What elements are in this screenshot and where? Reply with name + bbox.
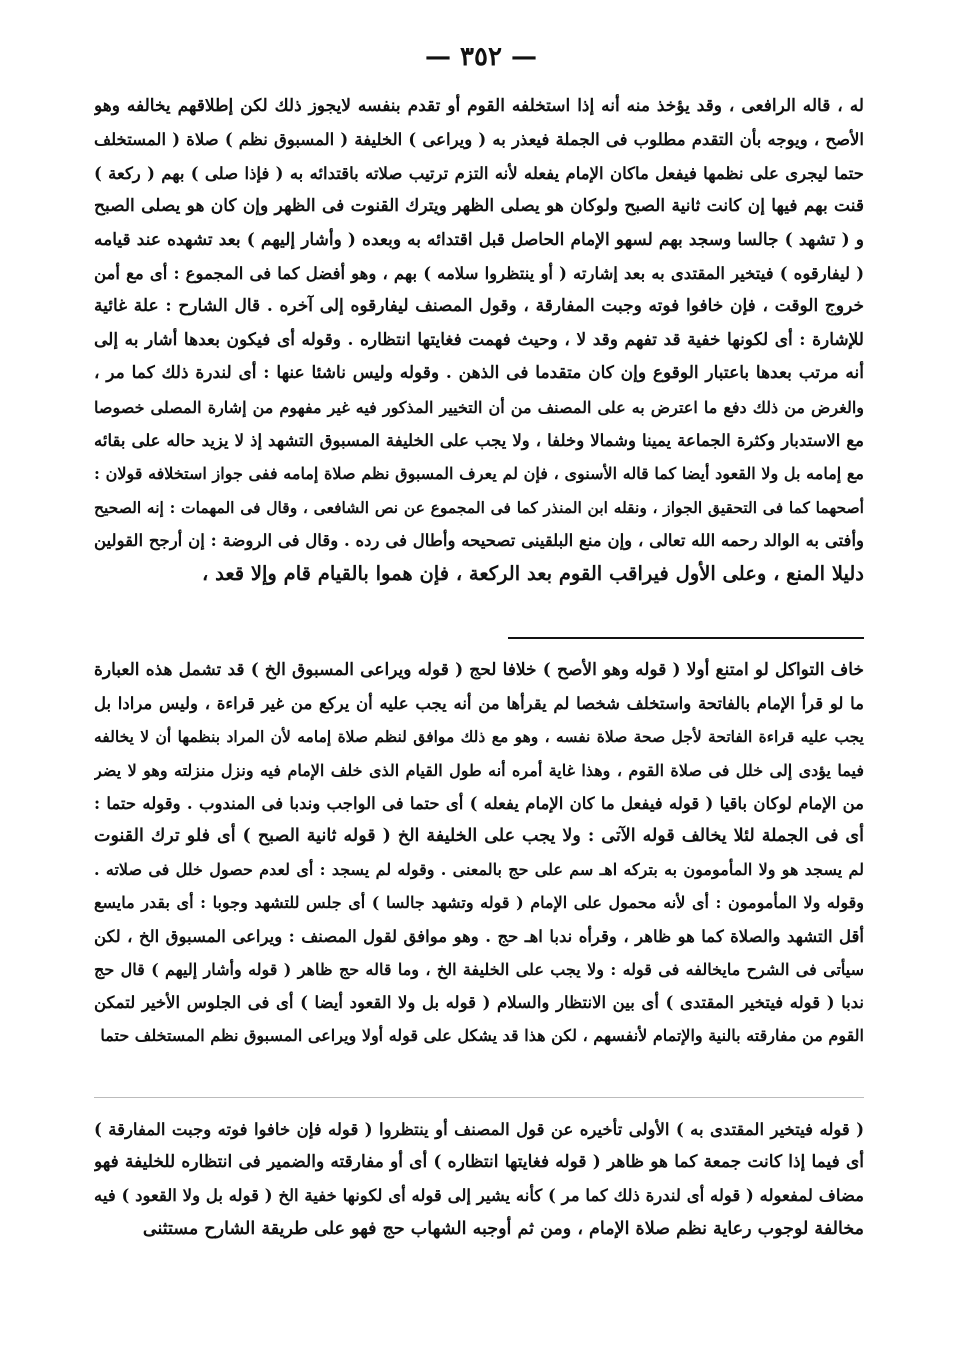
- page-number: — ٣٥٢ —: [424, 42, 538, 72]
- text-line: و ( تشهد ) جالسا وسجد بهم لسهو الإمام الحاصل قبل اقتدائه به وبعده ( وأشار إليهم ) بعد تشهده عند قيامه: [94, 229, 864, 250]
- text-line: خروج الوقت ، فإن خافوا فوته وجبت المفارقة ، وقول المصنف ليفارقوه إلى آخره . قال الشارح : علة غائية: [94, 296, 864, 317]
- text-line: مع إمامه بل ولا القعود أيضا كما قاله الأسنوى ، فإن لم يعرف المسبوق نظم صلاة إمامه ففى جواز استخلافه قولان :: [94, 464, 864, 484]
- footnote-line: القوم من مفارقته بالنية والإتمام لأنفسهم ، لكن هذا قد يشكل على قوله أولا ويراعى المسبوق نظم المستخلف حتما: [100, 1026, 864, 1046]
- footnote-line: ( قوله فيتخير المقتدى به ) الأولى تأخيره عن قول المصنف أو ينتظروا ( قوله فإن خافوا فوته وجبت المفارقة ): [94, 1120, 864, 1139]
- footnotes-second: [94, 1113, 864, 1246]
- text-line: مع الاستدبار وكثرة الجماعة يمينا وشمالا وخلفا ، ولا يجب على الخليفة المسبوق التشهد إذ لا يزيد حاله على بقائه: [94, 430, 864, 450]
- footnote-line: مضاف لمفعوله ( قوله أى لندرة ذلك كما مر ) كأنه يشير إلى قوله أى لكونها خفية الخ ( قوله بل ولا القعود ) فيه: [94, 1186, 864, 1206]
- footnote-line: ندبا ( قوله فيتخير المقتدى ) أى بين الانتظار والسلام ( قوله بل ولا القعود أيضا ) أى فى الجلوس الأخير لتمكن: [94, 992, 864, 1012]
- footnote-line: من الإمام لوكان باقيا ( قوله فيفعل ما كان الإمام يفعله ) أى حتما فى الواجب وندبا فى المندوب . وقوله حتما :: [94, 793, 864, 813]
- footnote-line: فيما يؤدى إلى خلل فى صلاة القوم ، وهذا غاية أمره أنه طول القيام الذى خلف الإمام فيه ونزل منزلته وهو لا يضر: [94, 760, 864, 780]
- footnote-separator: [94, 1097, 864, 1098]
- footnote-line: ما لو قرأ الإمام بالفاتحة واستخلف شخصا لم يقرأها من أنه يجب عليه أن يركع من غير قراءة ، وليس مرادا بل: [94, 694, 864, 714]
- text-line: للإشارة : أى لكونها خفية قد تفهم وقد لا ، وحيث فهمت فغايتها انتظاره . وقوله أى فيكون بعدها أشار به إلى: [94, 329, 864, 350]
- text-line: والغرض من ذلك دفع ما اعترض به على المصنف من أن التخيير المذكور فيه غير مفهوم من إشارة المصلى خصوصا: [94, 397, 864, 417]
- text-line: حتما ليجرى على نظمها فيفعل ماكان الإمام يفعله لأنه التزم ترتيب صلاته باقتدائه به ( فإذا صلى ) بهم ( ركعة ): [94, 163, 864, 183]
- main-text: [94, 90, 864, 591]
- footnote-line: يجب عليه قراءة الفاتحة لأجل صحة صلاة نفسه ، وهو مع ذلك موافق لنظم صلاة إمامه لأن المراد بنظمها أن لا يخالفه: [94, 727, 864, 747]
- footnote-line: خاف التواكل لو امتنع أولا ( قوله وهو الأصح ) خلافا لحج ( قوله ويراعى المسبوق الخ ) قد تشمل هذه العبارة: [94, 660, 864, 680]
- footnote-line: أى فيما إذا كانت جمعة كما هو ظاهر ( قوله فغايتها انتظاره ) أى أو مفارقته والضمير فى انتظاره للخليفة فهو: [94, 1152, 864, 1173]
- footnote-line: أقل التشهد والصلاة كما هو ظاهر ، وقرأه ندبا اهـ حج . وهو موافق لقول المصنف : ويراعى المسبوق الخ ، لكن: [94, 926, 864, 946]
- text-line: دليلا المنع ، وعلى الأول فيراقب القوم بعد الركعة ، فإن هموا بالقيام قام وإلا قعد ،: [202, 562, 864, 586]
- footnote-divider: [508, 637, 864, 639]
- footnote-line: وقوله ولا المأمومون : أى لأنه محمول على الإمام ( قوله وتشهد جالسا ) أى جلس للتشهد وجوبا : أى بقدر مايسع: [94, 893, 864, 913]
- text-line: أنه مرتب بعدها باعتبار الوقوع وإن كان متقدما فى الذهن . وقوله وليس ناشئا عنها : أى لندرة ذلك كما مر ،: [94, 363, 864, 384]
- text-line: له ، قاله الرافعى ، وقد يؤخذ منه أنه إذا استخلفه القوم أو تقدم بنفسه لايجوز ذلك لكن إطلاقهم يخالفه وهو: [94, 96, 864, 116]
- footnote-line: أى فى الجملة لئلا يخالف قوله الآتى : ولا يجب على الخليفة الخ ( قوله ثانية الصبح ) أى فلو ترك القنوت: [94, 825, 864, 846]
- footnote-line: سيأتى فى الشرح مايخالفه فى قوله : ولا يجب على الخليفة الخ ، وما قاله حج ظاهر ( قوله وأشار إليهم ) قال حج: [94, 959, 864, 979]
- footnotes-first: [94, 654, 864, 1052]
- footnote-line: لم يسجد هو ولا المأمومون به بتركه اهـ سم على حج بالمعنى . وقوله لم يسجد : أى لعدم حصول خلل فى صلاته .: [94, 860, 864, 880]
- text-line: وأفتى به الوالد رحمه الله تعالى ، وإن منع البلقينى تصحيحه وأطال فى رده . وقال فى الروضة : إن أرجح القولين: [94, 531, 864, 551]
- text-line: ( ليفارقوه ) فيتخير المقتدى به بعد إشارته ( أو ينتظروا سلامه ) بهم ، وهو أفضل كما فى المجموع : أى مع أمن: [94, 263, 864, 283]
- text-line: أصحهما كما فى التحقيق الجواز ، ونقله ابن المنذر كما فى المجموع عن نص الشافعى ، وقال فى المهمات : إنه الصحيح: [94, 497, 864, 517]
- text-line: قنت بهم فيها إن كانت ثانية الصبح ولوكان هو يصلى الظهر ويترك القنوت فى الظهر وإن كان هو يصلى الصبح: [94, 196, 864, 217]
- text-line: الأصح ، ويوجه بأن التقدم مطلوب فى الجملة فيعذر به ( ويراعى ) الخليفة ( المسبوق نظم ) صلاة ( المستخلف: [94, 130, 864, 150]
- footnote-line: مخالفة لوجوب رعاية نظم صلاة الإمام ، ومن ثم أوجبه الشهاب حج فهو على طريقة الشارح مستثنى: [142, 1218, 864, 1239]
